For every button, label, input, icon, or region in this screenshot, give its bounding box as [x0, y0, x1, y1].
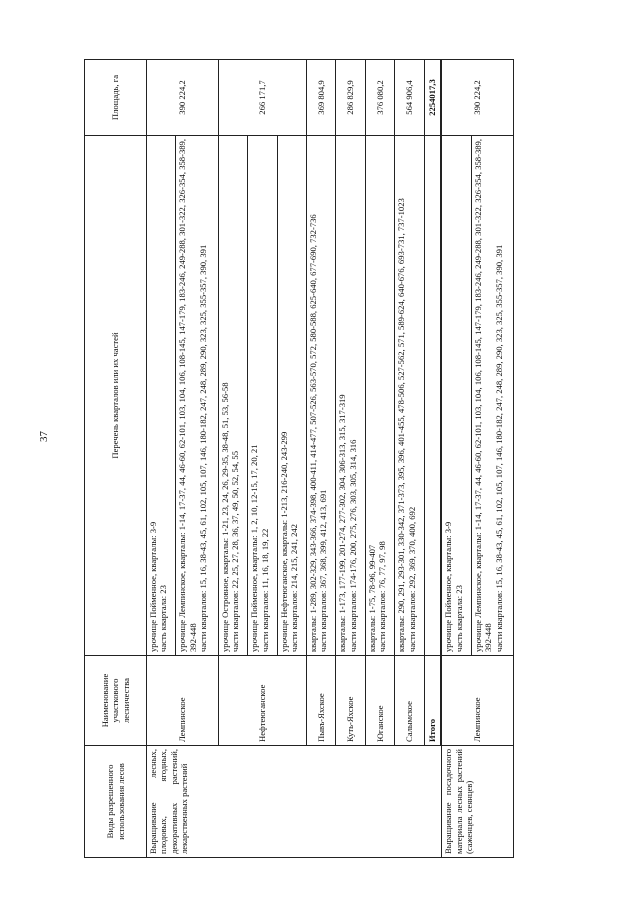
- quarters-cell: [176, 136, 218, 656]
- area-cell: 564 906,4: [395, 60, 424, 136]
- header-area: Площадь, га: [85, 60, 147, 136]
- page-number: 37: [38, 431, 50, 442]
- quarters-line: части кварталов: 292, 369, 370, 400, 692: [406, 506, 417, 652]
- quarters-line: кварталы: 1-289, 302-329, 343-366, 374-398, 400-411, 414-477, 507-526, 563-570, 572, 580-588, 625-640, 677-690, 732-736: [307, 214, 318, 652]
- forest-use-table: [84, 59, 514, 858]
- quarters-line: урочище Пойменное, кварталы: 3-9: [148, 521, 158, 652]
- quarters-cell: [336, 136, 365, 656]
- use-type-cell: Выращивание посадочного материала лесных растений (саженцев, сеянцев): [442, 746, 514, 858]
- forestry-cell: Юганское: [365, 656, 394, 746]
- quarters-line: части кварталов: 15, 16, 38-43, 45, 61, 102, 105, 107, 146, 180-182, 247, 248, 289, 290, 323, 325, 355-357, 390, 391: [198, 244, 209, 652]
- quarters-cell: [147, 136, 176, 656]
- area-cell: 369 804,9: [306, 60, 335, 136]
- header-type: Виды разрешенного использования лесов: [85, 746, 147, 858]
- quarters-cell: [395, 136, 424, 656]
- quarters-line: часть квартала: 23: [453, 585, 464, 652]
- quarters-cell: [306, 136, 335, 656]
- table-row: [395, 60, 424, 858]
- quarters-line: урочище Лемпинское, кварталы: 1-14, 17-37, 44, 46-60, 62-101, 103, 104, 106, 108-145, 147-179, 183-246, 249-288, 301-322, 326-354, 358-389, 392-448: [177, 139, 198, 652]
- quarters-line: урочище Лемпинское, кварталы: 1-14, 17-37, 44, 46-60, 62-101, 103, 104, 106, 108-145, 147-179, 183-246, 249-288, 301-322, 326-354, 358-389, 392-448: [472, 139, 494, 652]
- forestry-cell: Нефтеюганское: [218, 656, 306, 746]
- area-cell: 286 829,9: [336, 60, 365, 136]
- rotated-table-wrapper: [84, 60, 514, 858]
- quarters-cell: [248, 136, 277, 656]
- quarters-line: урочище Пойменное, кварталы: 3-9: [443, 521, 454, 652]
- forestry-cell: Лемпинское: [442, 656, 514, 746]
- quarters-line: части кварталов: 11, 16, 18, 19, 22: [259, 528, 270, 652]
- area-cell: 390 224,2: [147, 60, 219, 136]
- table-header-row: [85, 60, 147, 858]
- table-row: [306, 60, 335, 858]
- use-type-cell: Выращивание лесных, плодовых, ягодных, декоративных растений, лекарственных растений: [147, 746, 442, 858]
- quarters-cell: [277, 136, 306, 656]
- quarters-cell: [471, 136, 513, 656]
- quarters-line: части кварталов: 76, 77, 97, 98: [377, 541, 388, 652]
- quarters-line: урочище Островное, кварталы: 1-21, 23, 24, 26, 29-35, 38-48, 51, 53, 56-58: [219, 382, 230, 652]
- header-quarters: Перечень кварталов или их частей: [85, 136, 147, 656]
- quarters-line: урочище Нефтеюганское, кварталы: 1-213, 216-240, 243-299: [278, 431, 289, 652]
- forestry-cell: Лемпинское: [147, 656, 219, 746]
- quarters-line: части кварталов: 367, 368, 399, 412, 413, 691: [318, 489, 329, 652]
- quarters-line: части кварталов: 174-176, 200, 275, 276, 303, 305, 314, 316: [347, 439, 358, 652]
- total-row: [424, 60, 441, 858]
- quarters-line: урочище Пойменное, кварталы: 1, 2, 10, 12-15, 17, 20, 21: [249, 444, 260, 652]
- forestry-cell: Пывъ-Яхское: [306, 656, 335, 746]
- quarters-line: кварталы: 1-75, 78-96, 99-407: [366, 544, 377, 652]
- area-cell: 390 224,2: [442, 60, 514, 136]
- header-forestry: Наименование участкового лесничества: [85, 656, 147, 746]
- quarters-line: кварталы: 290, 291, 293-301, 330-342, 371-373, 395, 396, 401-455, 478-506, 527-562, 571, 589-624, 640-676, 693-731, 737-1023: [396, 198, 407, 652]
- forestry-cell: Салымское: [395, 656, 424, 746]
- quarters-cell: [442, 136, 471, 656]
- forestry-cell: Куть-Яхское: [336, 656, 365, 746]
- total-label: Итого: [424, 656, 441, 746]
- table-row: [336, 60, 365, 858]
- total-area: 2254017,3: [424, 60, 441, 136]
- area-cell: 266 171,7: [218, 60, 306, 136]
- quarters-line: части кварталов: 22, 25, 27, 28, 36, 37, 49, 50, 52, 54, 55: [230, 450, 241, 652]
- quarters-line: кварталы: 1-173, 177-199, 201-274, 277-302, 304, 306-313, 315, 317-319: [337, 394, 348, 652]
- table-row: [218, 60, 247, 858]
- table-row: [147, 60, 176, 858]
- area-cell: 376 080,2: [365, 60, 394, 136]
- total-quarters-empty: [424, 136, 441, 656]
- quarters-line: часть квартала: 23: [158, 585, 169, 652]
- quarters-cell: [218, 136, 247, 656]
- quarters-line: части кварталов: 15, 16, 38-43, 45, 61, 102, 105, 107, 146, 180-182, 247, 248, 289, 290, 323, 325, 355-357, 390, 391: [493, 244, 504, 652]
- table-row: [365, 60, 394, 858]
- table-row: [442, 60, 471, 858]
- quarters-line: части кварталов: 214, 215, 241, 242: [289, 524, 300, 652]
- quarters-cell: [365, 136, 394, 656]
